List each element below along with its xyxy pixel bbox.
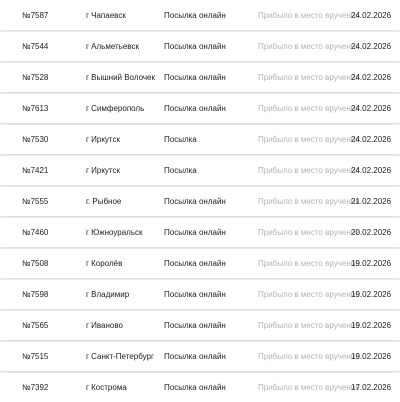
shipment-status: Прибыло в место вручения	[258, 104, 360, 113]
shipment-city: г Иваново	[86, 321, 123, 330]
shipment-number: №7528	[22, 73, 49, 82]
shipment-number: №7555	[22, 197, 49, 206]
shipment-date: 19.02.2026	[351, 321, 392, 330]
shipment-type: Посылка онлайн	[164, 197, 226, 206]
shipment-status: Прибыло в место вручения	[258, 11, 360, 20]
table-row[interactable]	[0, 63, 400, 92]
shipment-city: г Симферополь	[86, 104, 145, 113]
shipment-number: №7515	[22, 352, 49, 361]
shipment-type: Посылка онлайн	[164, 321, 226, 330]
shipment-number: №7530	[22, 135, 49, 144]
shipment-type: Посылка онлайн	[164, 352, 226, 361]
table-row[interactable]	[0, 187, 400, 216]
shipment-type: Посылка онлайн	[164, 259, 226, 268]
shipment-status: Прибыло в место вручения	[258, 197, 360, 206]
shipment-status: Прибыло в место вручения	[258, 259, 360, 268]
shipment-date: 24.02.2026	[351, 135, 392, 144]
shipment-number: №7508	[22, 259, 49, 268]
shipment-number: №7460	[22, 228, 49, 237]
shipment-number: №7392	[22, 383, 49, 392]
shipment-type: Посылка	[164, 135, 197, 144]
shipment-city: г Альметьевск	[86, 42, 139, 51]
shipment-type: Посылка онлайн	[164, 11, 226, 20]
shipment-city: г Чапаевск	[86, 11, 126, 20]
shipment-date: 24.02.2026	[351, 11, 392, 20]
shipment-date: 21.02.2026	[351, 197, 392, 206]
shipment-status: Прибыло в место вручения	[258, 228, 360, 237]
shipment-type: Посылка	[164, 166, 197, 175]
shipment-city: г Вышний Волочек	[86, 73, 155, 82]
shipment-type: Посылка онлайн	[164, 290, 226, 299]
shipment-type: Посылка онлайн	[164, 104, 226, 113]
shipment-status: Прибыло в место вручения	[258, 383, 360, 392]
shipment-date: 24.02.2026	[351, 166, 392, 175]
shipment-number: №7598	[22, 290, 49, 299]
shipment-status: Прибыло в место вручения	[258, 73, 360, 82]
table-row[interactable]	[0, 94, 400, 123]
shipment-date: 19.02.2026	[351, 290, 392, 299]
shipment-city: г Владимир	[86, 290, 130, 299]
shipment-status: Прибыло в место вручения	[258, 321, 360, 330]
table-row[interactable]	[0, 218, 400, 247]
table-row[interactable]	[0, 249, 400, 278]
table-row[interactable]	[0, 125, 400, 154]
table-row[interactable]	[0, 342, 400, 371]
shipment-status: Прибыло в место вручения	[258, 135, 360, 144]
shipment-date: 24.02.2026	[351, 104, 392, 113]
shipment-city: г Иркутск	[86, 166, 121, 175]
shipment-date: 24.02.2026	[351, 42, 392, 51]
shipment-status: Прибыло в место вручения	[258, 42, 360, 51]
shipment-city: г Южноуральск	[86, 228, 143, 237]
table-row[interactable]	[0, 311, 400, 340]
shipment-status: Прибыло в место вручения	[258, 166, 360, 175]
shipment-city: г Кострома	[86, 383, 127, 392]
shipment-number: №7613	[22, 104, 49, 113]
table-row[interactable]	[0, 156, 400, 185]
shipment-city: г Королёв	[86, 259, 123, 268]
shipment-type: Посылка онлайн	[164, 73, 226, 82]
shipment-date: 19.02.2026	[351, 259, 392, 268]
shipment-date: 24.02.2026	[351, 73, 392, 82]
table-row[interactable]	[0, 32, 400, 61]
shipment-city: г. Рыбное	[86, 197, 122, 206]
shipment-date: 19.02.2026	[351, 352, 392, 361]
shipment-type: Посылка онлайн	[164, 228, 226, 237]
shipment-date: 17.02.2026	[351, 383, 392, 392]
shipment-type: Посылка онлайн	[164, 42, 226, 51]
shipment-type: Посылка онлайн	[164, 383, 226, 392]
table-row[interactable]	[0, 373, 400, 402]
shipment-number: №7421	[22, 166, 49, 175]
shipment-number: №7544	[22, 42, 49, 51]
shipment-city: г Санкт-Петербург	[86, 352, 154, 361]
table-row[interactable]	[0, 280, 400, 309]
shipment-date: 20.02.2026	[351, 228, 392, 237]
shipment-city: г Иркутск	[86, 135, 121, 144]
shipment-number: №7565	[22, 321, 49, 330]
shipment-number: №7587	[22, 11, 49, 20]
table-row[interactable]	[0, 1, 400, 30]
shipment-status: Прибыло в место вручения	[258, 290, 360, 299]
shipment-status: Прибыло в место вручения	[258, 352, 360, 361]
